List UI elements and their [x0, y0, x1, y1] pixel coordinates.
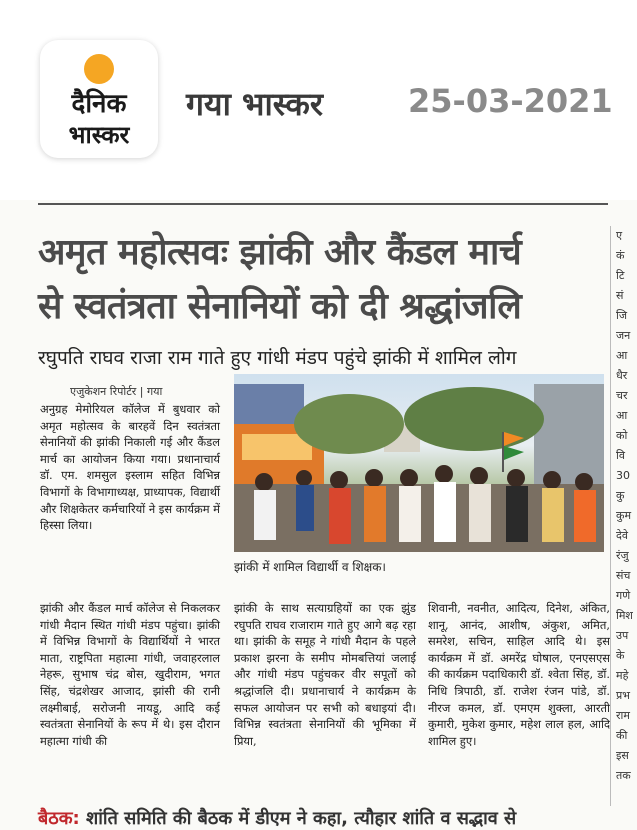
column2: झांकी के साथ सत्याग्रहियों का एक झुंड रघुपति राघव राजाराम गाते हुए आगे बढ़ रहा था। झांकी के समूह ने गांधी मैदान के पहले प्रकाश झरना के समीप मोमबत्तियां जलाई और गांधी मंडप पहुंचकर वीर सपूतों को श्रद्धांजलि दी। प्रधानाचार्य ने कार्यक्रम के सफल आयोजन पर सभी को बधाइयां दी। विभिन्न स्वतंत्रता सेनानियों की भूमिका में प्रिया,	[234, 601, 416, 748]
strip-line: तक	[616, 769, 631, 782]
strip-line: उप	[616, 629, 629, 642]
strip-line: गणे	[616, 589, 631, 602]
logo-line1: दैनिक	[71, 89, 127, 119]
newspaper-logo	[40, 40, 158, 158]
strip-line: ए	[616, 229, 623, 242]
headline-line1: अमृत महोत्सवः झांकी और कैंडल मार्च	[38, 232, 522, 273]
strip-line: जि	[616, 309, 628, 322]
teaser-label: बैठक:	[38, 808, 80, 829]
logo-line2: भास्कर	[68, 121, 130, 149]
sun-icon	[84, 54, 114, 84]
subheadline: रघुपति राघव राजा राम गाते हुए गांधी मंडप पहुंचे झांकी में शामिल लोग	[38, 347, 517, 369]
strip-line: धैर	[616, 369, 628, 382]
strip-line: 30	[616, 469, 630, 482]
strip-line: संच	[616, 569, 631, 582]
masthead	[0, 0, 637, 200]
strip-line: इस	[616, 749, 629, 762]
procession-photo-illustration	[234, 374, 604, 552]
bottom-teaser	[38, 806, 516, 830]
strip-line: को	[616, 429, 628, 442]
strip-line: राम	[616, 709, 630, 722]
adjacent-article-strip	[616, 226, 637, 796]
strip-line: वि	[616, 449, 625, 462]
headline-line2: से स्वतंत्रता सेनानियों को दी श्रद्धांजलि	[38, 286, 522, 327]
strip-line: चर	[616, 389, 628, 402]
strip-line: कुम	[616, 509, 632, 522]
column3: शिवानी, नवनीत, आदित्य, दिनेश, अंकित, शानू, आनंद, आशीष, अंकुश, अमित, समरेश, सचिन, साहिल आदि थे। इस कार्यक्रम में डॉ. अमरेंद्र घोषाल, एनएसएस की कार्यक्रम पदाधिकारी डॉ. श्वेता सिंह, डॉ. निधि त्रिपाठी, डॉ. राजेश रंजन पांडे, डॉ. नीरज कमल, डॉ. एमएम शुक्ला, आरती कुमारी, मुकेश कुमार, महेश लाल हल, आदि शामिल हुए।	[428, 601, 610, 748]
photo-caption: झांकी में शामिल विद्यार्थी व शिक्षक।	[234, 560, 386, 574]
article-photo	[234, 374, 604, 552]
strip-line: रंजु	[616, 549, 629, 562]
column-divider	[610, 226, 611, 806]
strip-line: टि	[616, 269, 625, 282]
strip-line: कं	[616, 249, 625, 262]
strip-line: आ	[616, 349, 628, 362]
strip-line: की	[616, 729, 628, 742]
strip-line: के	[616, 649, 625, 662]
column1-bottom: झांकी और कैंडल मार्च कॉलेज से निकलकर गांधी मैदान स्थित गांधी मंडप पहुंचा। झांकी में विभिन्न विभागों के विद्यार्थियों ने भारत माता, राष्ट्रपिता महात्मा गांधी, जवाहरलाल नेहरू, सुभाष चंद्र बोस, खुदीराम, भगत सिंह, चंद्रशेखर आजाद, झांसी की रानी लक्ष्मीबाई, सरोजनी नायडू, आदि कई स्वतंत्रता सेनानियों के रूप में थे। इस दौरान महात्मा गांधी की	[40, 601, 220, 748]
strip-line: महे	[616, 669, 629, 682]
strip-line: आ	[616, 409, 628, 422]
strip-line: जन	[616, 329, 631, 342]
byline: एजुकेशन रिपोर्टर | गया	[70, 385, 163, 398]
strip-line: प्रभ	[616, 689, 630, 702]
top-rule	[38, 203, 608, 205]
teaser-text: शांति समिति की बैठक में डीएम ने कहा, त्यौहार शांति व सद्भाव से	[79, 808, 517, 829]
strip-line: सं	[616, 289, 624, 302]
edition-name: गया भास्कर	[186, 85, 323, 123]
publication-date: 25-03-2021	[408, 82, 613, 120]
strip-line: कु	[616, 489, 625, 502]
strip-line: देवे	[616, 529, 628, 542]
column1-top: अनुग्रह मेमोरियल कॉलेज में बुधवार को अमृत महोत्सव के बारहवें दिन स्वतंत्रता सेनानियों की झांकी निकाली गई और कैंडल मार्च का आयोजन किया गया। प्रधानाचार्य डॉ. एम. शमसुल इस्लाम सहित विभिन्न विभागों के विभागाध्यक्ष, प्राध्यापक, विद्यार्थी और शिक्षकेतर कर्मचारियों ने इस कार्यक्रम में हिस्सा लिया।	[40, 402, 220, 533]
strip-line: मिश	[616, 609, 633, 622]
